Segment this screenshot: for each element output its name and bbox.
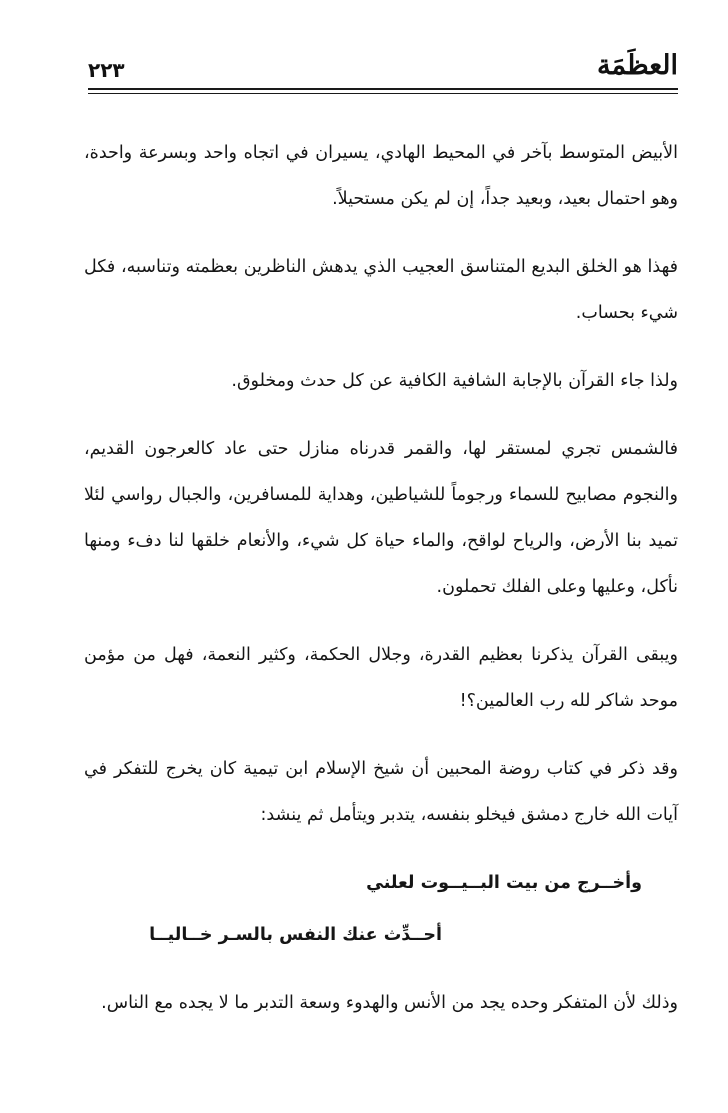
paragraph-5: ويبقى القرآن يذكرنا بعظيم القدرة، وجلال الحكمة، وكثير النعمة، فهل من مؤمن موحد شاكر لله رب العالمين؟! [84, 645, 678, 711]
poem-verse-first-hemistich: وأخــرج من بيت البــيــوت لعلني [366, 873, 642, 893]
poem-verse-second-hemistich: أحــدِّث عنك النفس بالسـر خــاليــا [149, 925, 442, 945]
paragraph-6: وقد ذكر في كتاب روضة المحبين أن شيخ الإسلام ابن تيمية كان يخرج للتفكر في آيات الله خارج دمشق فيخلو بنفسه، يتدبر ويتأمل ثم ينشد: [84, 759, 678, 825]
body-text [84, 130, 678, 1026]
paragraph-2: فهذا هو الخلق البديع المتناسق العجيب الذي يدهش الناظرين بعظمته وتناسبه، فكل شيء بحساب. [84, 257, 678, 323]
page-number: ٢٢٣ [88, 58, 125, 82]
paragraph-3: ولذا جاء القرآن بالإجابة الشافية الكافية عن كل حدث ومخلوق. [231, 371, 678, 391]
running-title: العظَمَة [597, 50, 678, 81]
page-header [88, 44, 678, 100]
paragraph-4: فالشمس تجري لمستقر لها، والقمر قدرناه منازل حتى عاد كالعرجون القديم، والنجوم مصابيح للسماء ورجوماً للشياطين، وهداية للمسافرين، والجبال رواسي لئلا تميد بنا الأرض، والرياح لواقح، والماء حياة كل شيء، والأنعام خلقها لنا دفء ومنها نأكل، وعليها وعلى الفلك تحملون. [84, 439, 678, 597]
paragraph-7: وذلك لأن المتفكر وحده يجد من الأنس والهدوء وسعة التدبر ما لا يجده مع الناس. [101, 993, 678, 1013]
header-rule-thin [88, 93, 678, 94]
paragraph-1: الأبيض المتوسط بآخر في المحيط الهادي، يسيران في اتجاه واحد وبسرعة واحدة، وهو احتمال بعيد، وبعيد جداً، إن لم يكن مستحيلاً. [84, 143, 678, 209]
header-rule-thick [88, 88, 678, 90]
